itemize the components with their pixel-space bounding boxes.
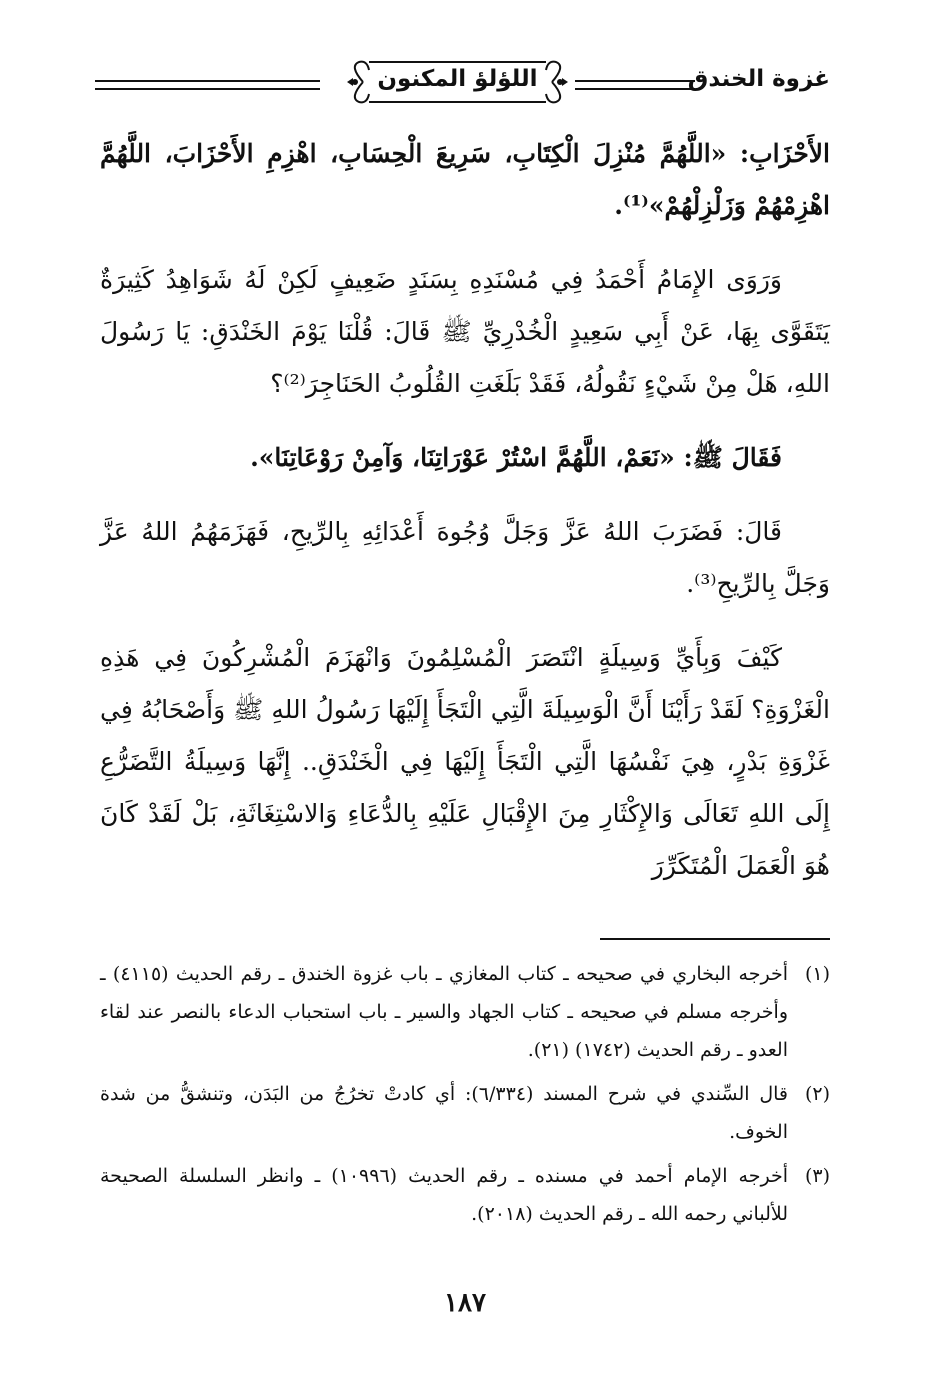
paragraph-1: الأَحْزَابِ: «اللَّهُمَّ مُنْزِلَ الْكِتَابِ، سَرِيعَ الْحِسَابِ، اهْزِمِ الأَحْزَابَ، اللَّهُمَّ اهْزِمْهُمْ وَزَلْزِلْهُمْ»⁽¹⁾.: [100, 139, 830, 220]
header-rule-left: [95, 80, 320, 90]
book-title: اللؤلؤ المكنون: [377, 66, 538, 92]
book-title-badge: [345, 56, 570, 108]
footnote-number: (١): [804, 963, 830, 985]
header-rule-right: [575, 80, 695, 90]
footnote-2: [100, 1075, 830, 1151]
page-number: ١٨٧: [444, 1288, 486, 1318]
footnote-1: [100, 955, 830, 1069]
paragraph-5: كَيْفَ وَبِأَيِّ وَسِيلَةٍ انْتَصَرَ الْمُسْلِمُونَ وَانْهَزَمَ الْمُشْرِكُونَ فِي هَذِهِ الْغَزْوَةِ؟ لَقَدْ رَأَيْنَا أَنَّ الْوَسِيلَةَ الَّتِي الْتَجَأَ إِلَيْهَا رَسُولُ اللهِ ﷺ وَأَصْحَابُهُ فِي غَزْوَةِ بَدْرٍ، هِيَ نَفْسُهَا الَّتِي الْتَجَأَ إِلَيْهَا فِي الْخَنْدَقِ.. إِنَّهَا وَسِيلَةُ التَّضَرُّعِ إِلَى اللهِ تَعَالَى وَالإِكْثَارِ مِنَ الإِقْبَالِ عَلَيْهِ بِالدُّعَاءِ وَالاسْتِغَاثَةِ، بَلْ لَقَدْ كَانَ هُوَ الْعَمَلَ الْمُتَكَرِّرَ: [100, 643, 830, 880]
chapter-title: غزوة الخندق: [687, 66, 830, 92]
footnote-text: أخرجه الإمام أحمد في مسنده ـ رقم الحديث (١٠٩٩٦) ـ وانظر السلسلة الصحيحة للألباني رحمه الله ـ رقم الحديث (٢٠١٨).: [100, 1165, 788, 1225]
footnote-number: (٣): [804, 1165, 830, 1187]
main-text: [100, 128, 830, 914]
running-header: [95, 52, 830, 114]
footnote-text: قال السِّندي في شرح المسند (٦/٣٣٤): أي كادتْ تخرُجُ من البَدَن، وتنشقُّ من شدة الخوف.: [100, 1083, 788, 1143]
footnote-separator: [600, 938, 830, 940]
footnote-3: [100, 1157, 830, 1233]
paragraph-2: وَرَوَى الإِمَامُ أَحْمَدُ فِي مُسْنَدِهِ بِسَنَدٍ ضَعِيفٍ لَكِنْ لَهُ شَوَاهِدُ كَثِيرَةٌ يَتَقَوَّى بِهَا، عَنْ أَبِي سَعِيدٍ الْخُدْرِيِّ ﷺ قَالَ: قُلْنَا يَوْمَ الخَنْدَقِ: يَا رَسُولَ اللهِ، هَلْ مِنْ شَيْءٍ نَقُولُهُ، فَقَدْ بَلَغَتِ القُلُوبُ الحَنَاجِرَ⁽²⁾؟: [100, 265, 830, 398]
paragraph-4: قَالَ: فَضَرَبَ اللهُ عَزَّ وَجَلَّ وُجُوهَ أَعْدَائِهِ بِالرِّيحِ، فَهَزَمَهُمُ اللهُ عَزَّ وَجَلَّ بِالرِّيحِ⁽³⁾.: [100, 517, 830, 598]
paragraph-3: فَقَالَ ﷺ: «نَعَمْ، اللَّهُمَّ اسْتُرْ عَوْرَاتِنَا، وَآمِنْ رَوْعَاتِنَا».: [250, 443, 782, 472]
footnote-number: (٢): [804, 1083, 830, 1105]
footnote-text: أخرجه البخاري في صحيحه ـ كتاب المغازي ـ باب غزوة الخندق ـ رقم الحديث (٤١١٥) ـ وأخرجه مسلم في صحيحه ـ كتاب الجهاد والسير ـ باب استحباب الدعاء بالنصر عند لقاء العدو ـ رقم الحديث (١٧٤٢) (٢١).: [100, 963, 788, 1061]
footnotes: [100, 955, 830, 1239]
